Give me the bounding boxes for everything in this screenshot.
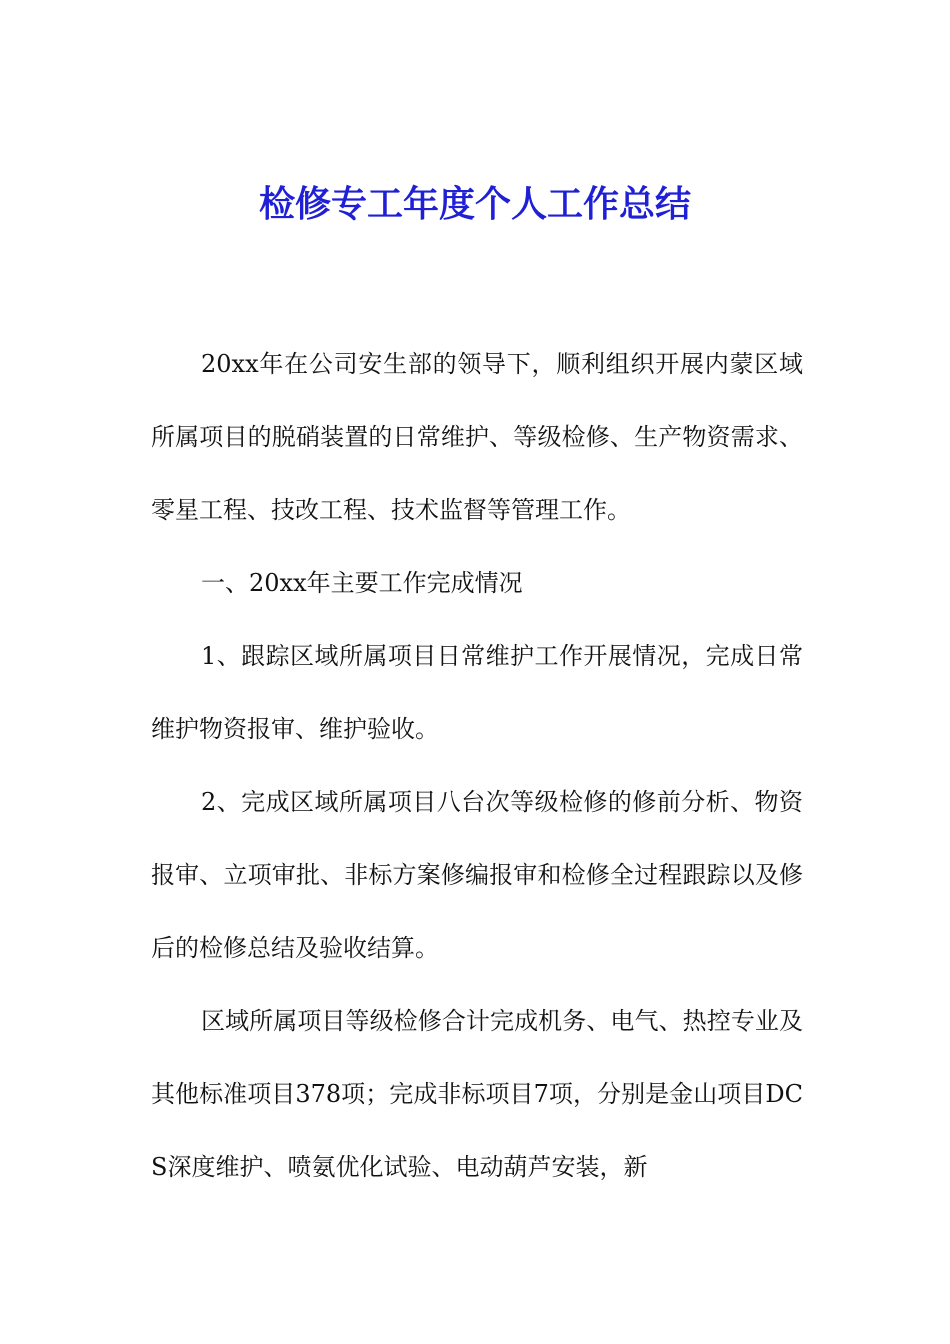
paragraph-item-2: 2、完成区域所属项目八台次等级检修的修前分析、物资报审、立项审批、非标方案修编报审和检修全过程跟踪以及修后的检修总结及验收结算。 [151,788,803,962]
document-title: 检修专工年度个人工作总结 [258,183,691,225]
paragraph-intro: 20xx年在公司安生部的领导下，顺利组织开展内蒙区域所属项目的脱硝装置的日常维护、等级检修、生产物资需求、零星工程、技改工程、技术监督等管理工作。 [151,350,803,524]
section-heading-1: 一、20xx年主要工作完成情况 [201,569,523,597]
paragraph-overhaul-summary: 区域所属项目等级检修合计完成机务、电气、热控专业及其他标准项目378项；完成非标项目7项，分别是金山项目DCS深度维护、喷氨优化试验、电动葫芦安装，新 [151,1007,803,1181]
document-body [151,328,803,1204]
paragraph-item-1: 1、跟踪区域所属项目日常维护工作开展情况，完成日常维护物资报审、维护验收。 [151,642,803,743]
